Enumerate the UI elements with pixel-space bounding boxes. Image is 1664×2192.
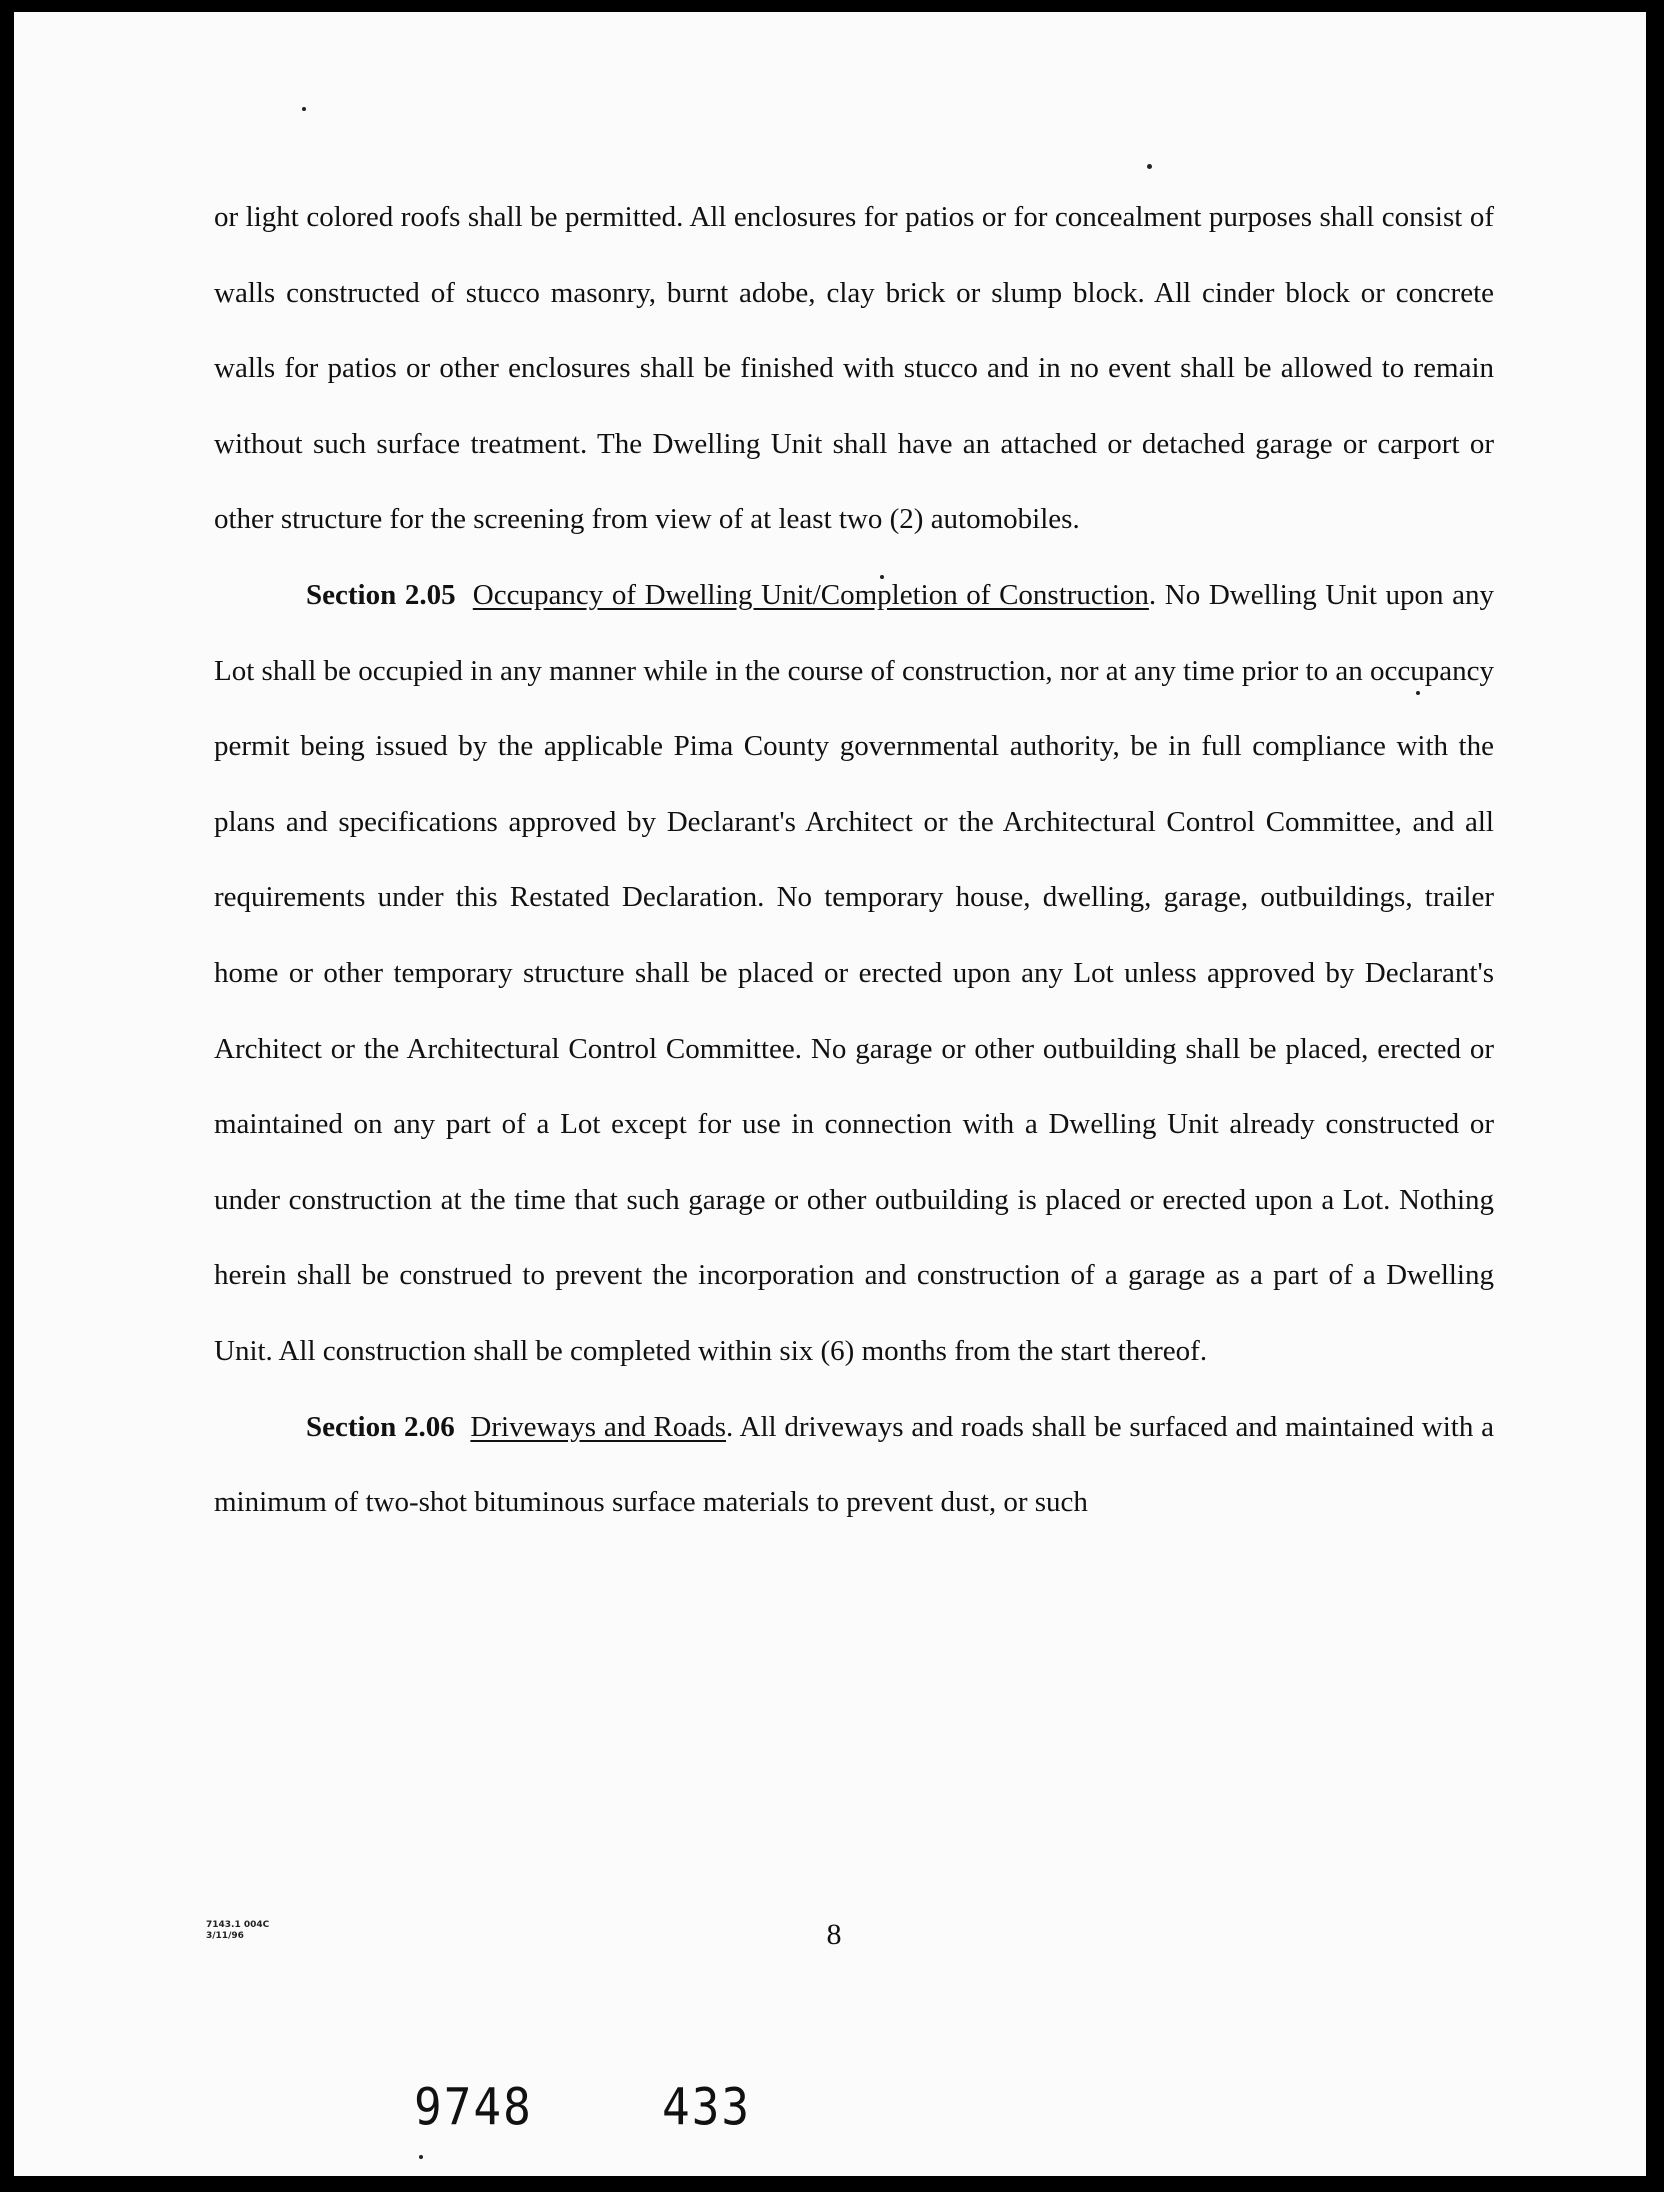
section-2-05 bbox=[214, 558, 1494, 1390]
footer-code-date: 3/11/96 bbox=[206, 1931, 244, 1941]
section-title-end: . bbox=[726, 1410, 734, 1443]
section-number: Section 2.06 bbox=[306, 1410, 455, 1443]
recording-book-number: 9748 bbox=[414, 2077, 533, 2137]
document-body bbox=[214, 180, 1494, 1541]
section-title: Occupancy of Dwelling Unit/Completion of Construction bbox=[472, 578, 1149, 611]
recording-page-number: 433 bbox=[662, 2077, 752, 2137]
scan-speck bbox=[419, 2155, 423, 2159]
section-title-end: . bbox=[1148, 578, 1157, 611]
footer-doc-code bbox=[206, 1920, 269, 1942]
scan-speck bbox=[1147, 164, 1152, 169]
scan-speck bbox=[880, 575, 884, 579]
section-title: Driveways and Roads bbox=[470, 1410, 727, 1443]
paragraph-continuation bbox=[214, 180, 1494, 558]
section-text: All driveways and roads shall be surfaced and maintained with a minimum of two-shot bituminous surface materials to prevent dust, or such bbox=[214, 1410, 1495, 1519]
paragraph-text: or light colored roofs shall be permitted. All enclosures for patios or for concealment purposes shall consist of walls constructed of stucco masonry, burnt adobe, clay brick or slump block. All cinder block or concrete walls for patios or other enclosures shall be finished with stucco and in no event shall be allowed to remain without such surface treatment. The Dwelling Unit shall have an attached or detached garage or carport or other structure for the screening from view of at least two (2) automobiles. bbox=[214, 201, 1494, 536]
section-text: No Dwelling Unit upon any Lot shall be occupied in any manner while in the course of construction, nor at any time prior to an occupancy permit being issued by the applicable Pima County governmental authority, be in full compliance with the plans and specifications approved by Declarant's Architect or the Architectural Control Committee, and all requirements under this Restated Declaration. No temporary house, dwelling, garage, outbuildings, trailer home or other temporary structure shall be placed or erected upon any Lot unless approved by Declarant's Architect or the Architectural Control Committee. No garage or other outbuilding shall be placed, erected or maintained on any part of a Lot except for use in connection with a Dwelling Unit already constructed or under construction at the time that such garage or other outbuilding is placed or erected upon a Lot. Nothing herein shall be construed to prevent the incorporation and construction of a garage as a part of a Dwelling Unit. All construction shall be completed within six (6) months from the start thereof. bbox=[214, 578, 1494, 1367]
scan-speck bbox=[302, 107, 306, 111]
scan-speck bbox=[1416, 691, 1420, 695]
section-2-06 bbox=[214, 1390, 1494, 1541]
page-number: 8 bbox=[826, 1918, 842, 1951]
section-number: Section 2.05 bbox=[306, 578, 456, 611]
document-page bbox=[14, 12, 1646, 2176]
footer-code-line: 7143.1 004C bbox=[206, 1920, 270, 1930]
